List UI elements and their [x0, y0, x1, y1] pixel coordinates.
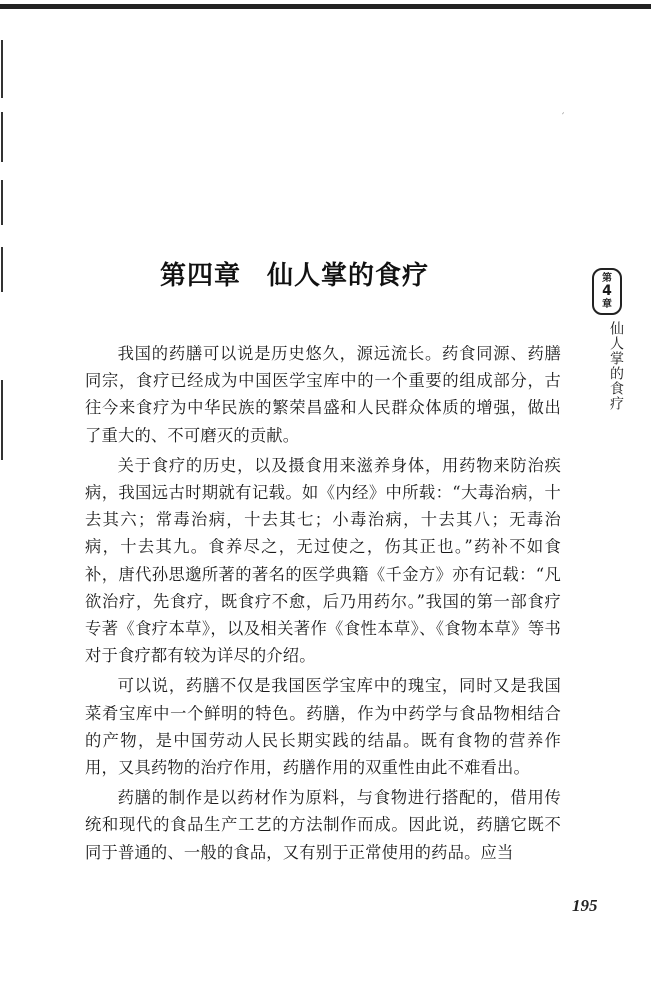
paragraph: 药膳的制作是以药材作为原料，与食物进行搭配的，借用传统和现代的食品生产工艺的方法制作而成。因此说，药膳它既不同于普通的、一般的食品，又有别于正常使用的药品。应当 [85, 788, 561, 862]
side-tab-title: 仙人掌的食疗 [608, 321, 624, 411]
chapter-title [160, 255, 460, 292]
paragraph: 我国的药膳可以说是历史悠久，源远流长。药食同源、药膳同宗，食疗已经成为中国医学宝库中的一个重要的组成部分，古往今来食疗为中华民族的繁荣昌盛和人民群众体质的增强，做出了重大的、不可磨灭的贡献。 [85, 344, 561, 445]
badge-bottom: 章 [602, 299, 612, 310]
corner-mark: ′ [562, 112, 565, 123]
chapter-number: 第四章 [160, 261, 242, 291]
body-text [85, 340, 561, 869]
chapter-side-tab [585, 268, 625, 411]
badge-top: 第 [602, 273, 612, 284]
scan-edge-mark [1, 112, 3, 162]
chapter-badge [592, 268, 622, 315]
scan-edge-mark [1, 40, 3, 98]
scan-edge-mark [1, 180, 3, 225]
paragraph: 可以说，药膳不仅是我国医学宝库中的瑰宝，同时又是我国菜肴宝库中一个鲜明的特色。药膳，作为中药学与食品物相结合的产物，是中国劳动人民长期实践的结晶。既有食物的营养作用，又具药物的治疗作用，药膳作用的双重性由此不难看出。 [85, 676, 561, 778]
top-rule [0, 4, 651, 9]
paragraph: 关于食疗的历史，以及摄食用来滋养身体，用药物来防治疾病，我国远古时期就有记载。如《内经》中所载：“大毒治病，十去其六；常毒治病，十去其七；小毒治病，十去其八；无毒治病，十去其九。食养尽之，无过使之，伤其正也。”药补不如食补，唐代孙思邈所著的著名的医学典籍《千金方》亦有记载：“凡欲治疗，先食疗，既食疗不愈，后乃用药尔。”我国的第一部食疗专著《食疗本草》，以及相关著作《食性本草》、《食物本草》等书对于食疗都有较为详尽的介绍。 [85, 455, 561, 666]
badge-number: 4 [602, 283, 612, 299]
scan-edge-mark [1, 247, 3, 292]
scan-edge-mark [1, 380, 3, 460]
page-number: 195 [572, 896, 598, 915]
chapter-name: 仙人掌的食疗 [267, 261, 430, 291]
